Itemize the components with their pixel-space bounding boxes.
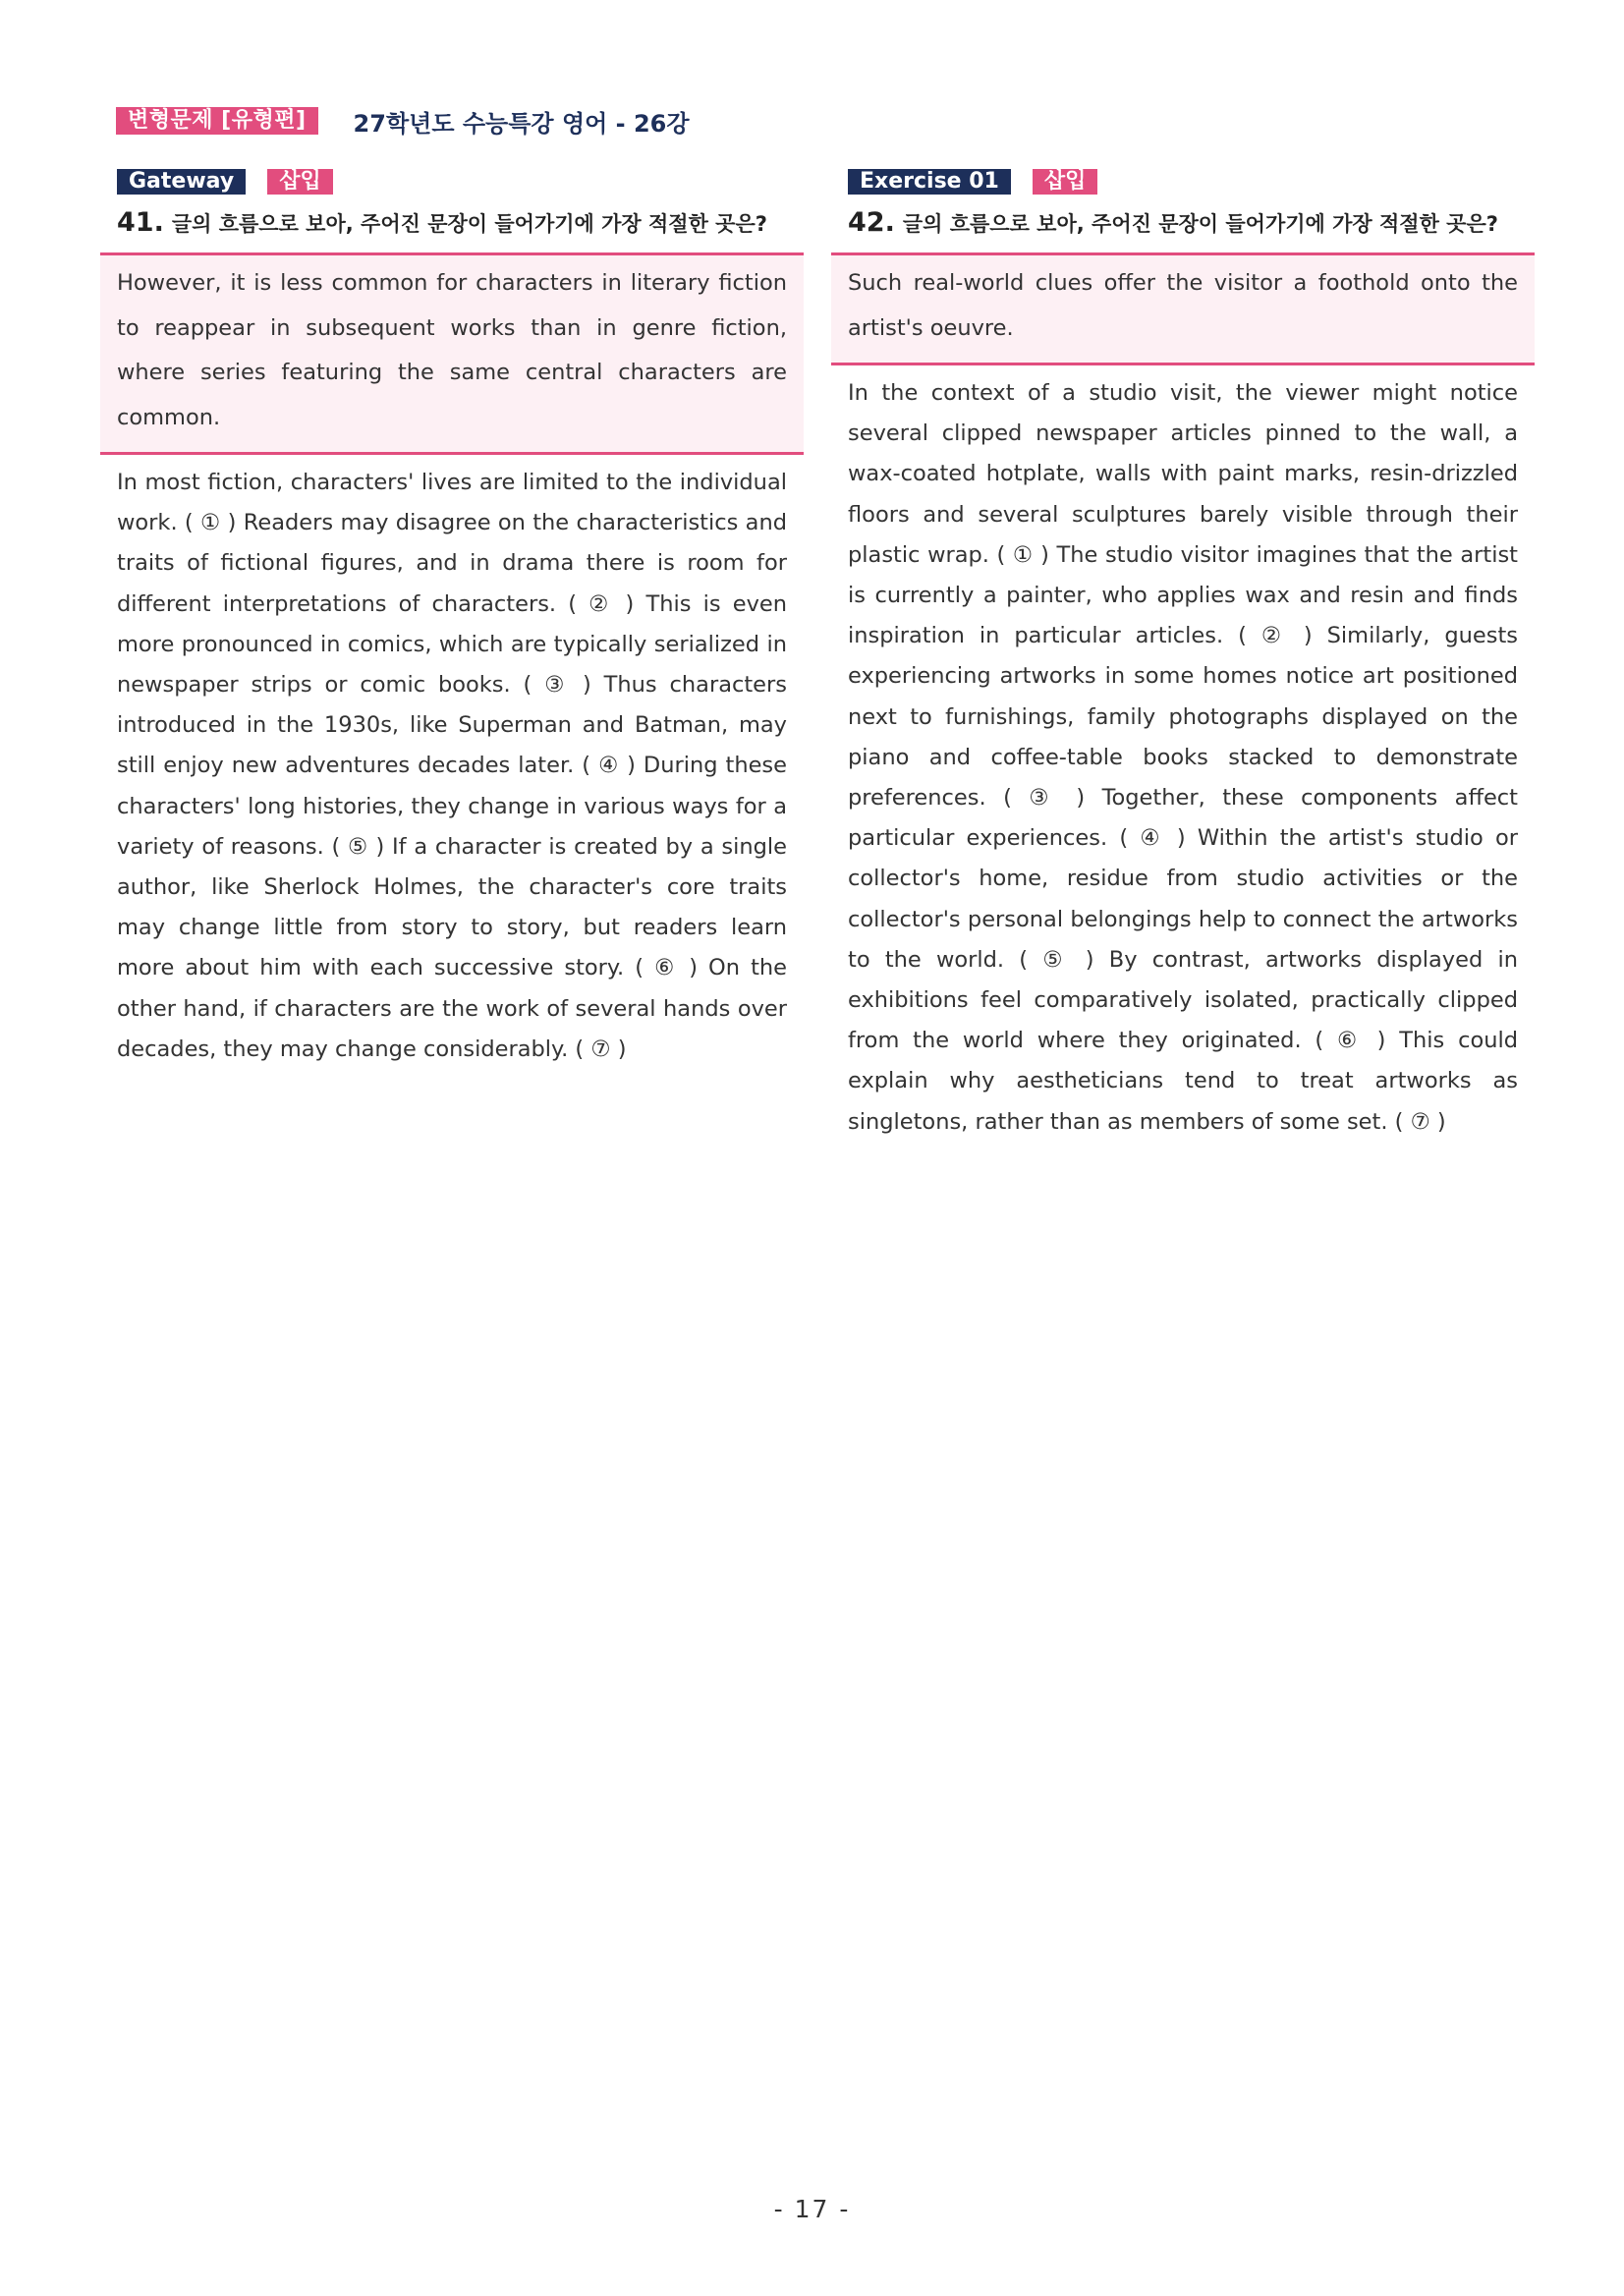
left-labels: [117, 169, 804, 195]
exercise-label: Exercise 01: [848, 169, 1011, 195]
left-given-sentence: However, it is less common for characters in literary fiction to reappear in subsequent works than in genre fiction, where series featuring the same central characters are common.: [117, 270, 787, 430]
left-question-number: 41.: [117, 207, 164, 238]
left-given-box: [100, 252, 804, 455]
left-passage-box: [100, 455, 804, 1070]
left-column: [100, 169, 804, 1070]
right-labels: [848, 169, 1535, 195]
left-question-text: 글의 흐름으로 보아, 주어진 문장이 들어가기에 가장 적절한 곳은?: [171, 212, 767, 236]
right-given-sentence: Such real-world clues offer the visitor a foothold onto the artist's oeuvre.: [848, 270, 1518, 341]
left-passage: In most fiction, characters' lives are limited to the individual work. ( ① ) Readers may disagree on the characteristics and traits of fictional figures, and in drama there is room for different interpretations of characters. ( ② ) This is even more pronounced in comics, which are typically serialized in newspaper strips or comic books. ( ③ ) Thus characters introduced in the 1930s, like Superman and Batman, may still enjoy new adventures decades later. ( ④ ) During these characters' long histories, they change in various ways for a variety of reasons. ( ⑤ ) If a character is created by a single author, like Sherlock Holmes, the character's core traits may change little from story to story, but readers learn more about him with each successive story. ( ⑥ ) On the other hand, if characters are the work of several hands over decades, they may change considerably. ( ⑦ ): [117, 470, 787, 1062]
right-passage-box: [831, 365, 1535, 1143]
right-passage: In the context of a studio visit, the viewer might notice several clipped newspaper articles pinned to the wall, a wax-coated hotplate, walls with paint marks, resin-drizzled floors and several sculptures barely visible through their plastic wrap. ( ① ) The studio visitor imagines that the artist is currently a painter, who applies wax and resin and finds inspiration in particular articles. ( ② ) Similarly, guests experiencing artworks in some homes notice art positioned next to furnishings, family photographs displayed on the piano and coffee-table books stacked to demonstrate preferences. ( ③ ) Together, these components affect particular experiences. ( ④ ) Within the artist's studio or collector's home, residue from studio activities or the collector's personal belongings help to connect the artworks to the world. ( ⑤ ) By contrast, artworks displayed in exhibitions feel comparatively isolated, practically clipped from the world where they originated. ( ⑥ ) This could explain why aestheticians tend to treat artworks as singletons, rather than as members of some set. ( ⑦ ): [848, 380, 1518, 1135]
right-question-text: 글의 흐름으로 보아, 주어진 문장이 들어가기에 가장 적절한 곳은?: [902, 212, 1498, 236]
right-type-label: 삽입: [1033, 169, 1098, 195]
header-tag: 변형문제 [유형편]: [116, 107, 318, 135]
right-given-box: [831, 252, 1535, 365]
left-type-label: 삽입: [267, 169, 333, 195]
page-number: - 17 -: [773, 2195, 851, 2223]
right-question-number: 42.: [848, 207, 895, 238]
right-question: [848, 204, 1526, 243]
gateway-label: Gateway: [117, 169, 246, 195]
right-column: [831, 169, 1535, 1143]
page-header: [116, 106, 690, 136]
left-question: [117, 204, 795, 243]
header-title: 27학년도 수능특강 영어 - 26강: [353, 109, 690, 138]
